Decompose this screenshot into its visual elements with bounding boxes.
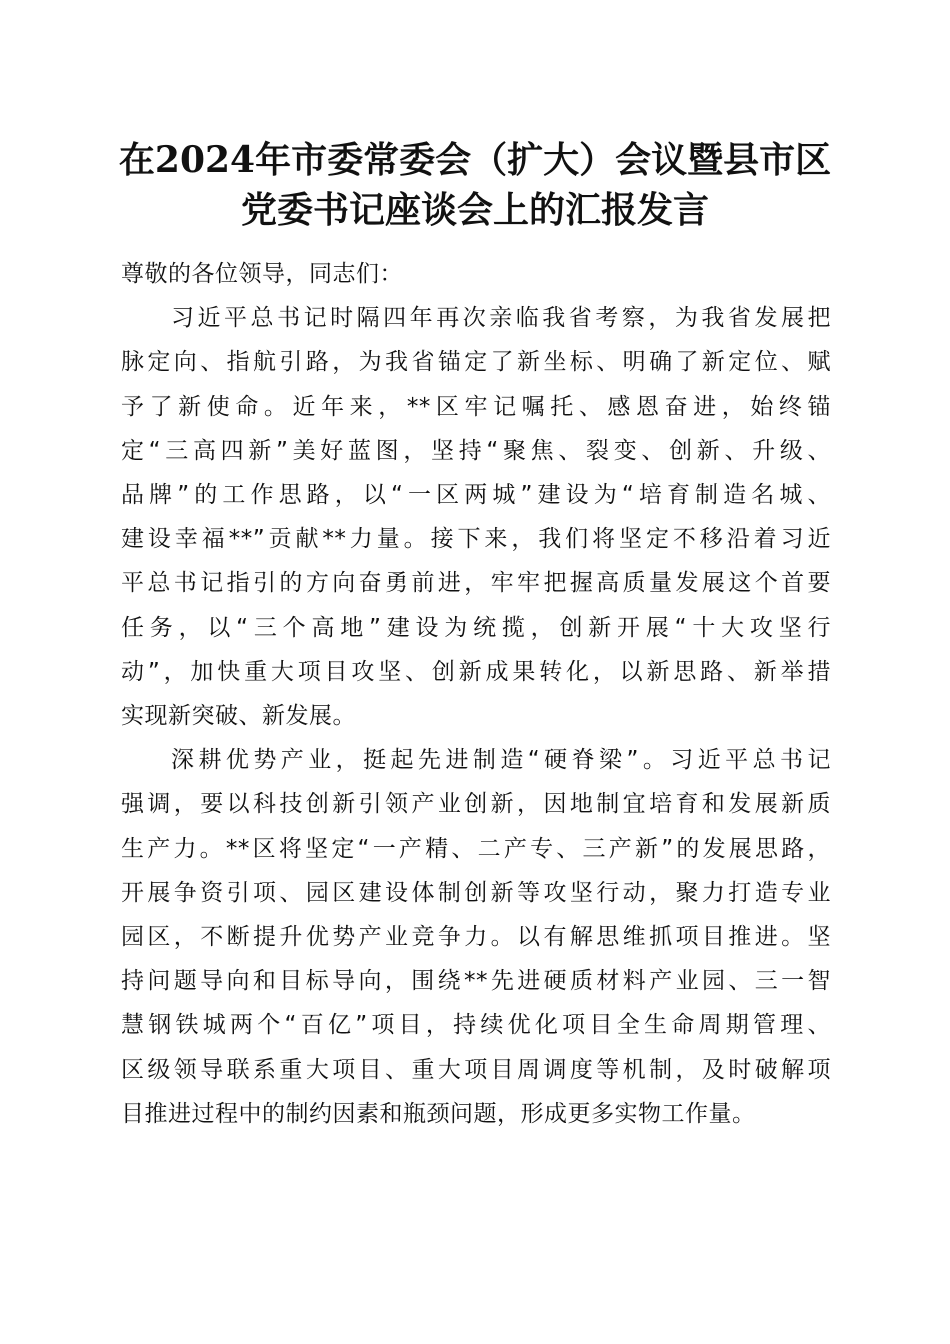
paragraph-line: 深耕优势产业，挺起先进制造“硬脊梁”。习近平总书记 bbox=[171, 747, 831, 774]
paragraph-line: 品牌”的工作思路，以“一区两城”建设为“培育制造名城、 bbox=[121, 482, 831, 509]
document-body bbox=[121, 252, 831, 1136]
paragraph-line: 定“三高四新”美好蓝图，坚持“聚焦、裂变、创新、升级、 bbox=[121, 437, 831, 464]
paragraph-line: 目推进过程中的制约因素和瓶颈问题，形成更多实物工作量。 bbox=[121, 1100, 756, 1127]
title-line-2: 党委书记座谈会上的汇报发言 bbox=[240, 189, 709, 231]
paragraph-line: 脉定向、指航引路，为我省锚定了新坐标、明确了新定位、赋 bbox=[121, 349, 831, 376]
title-line-1: 在2024年市委常委会（扩大）会议暨县市区 bbox=[118, 139, 832, 181]
paragraph-line: 平总书记指引的方向奋勇前进，牢牢把握高质量发展这个首要 bbox=[121, 570, 831, 597]
paragraph-line: 任务，以“三个高地”建设为统揽，创新开展“十大攻坚行 bbox=[121, 614, 831, 641]
paragraph-line: 强调，要以科技创新引领产业创新，因地制宜培育和发展新质 bbox=[121, 791, 831, 818]
paragraph-line: 予了新使命。近年来，**区牢记嘱托、感恩奋进，始终锚 bbox=[121, 393, 831, 420]
paragraph-line: 区级领导联系重大项目、重大项目周调度等机制，及时破解项 bbox=[121, 1056, 831, 1083]
salutation: 尊敬的各位领导，同志们： bbox=[121, 261, 403, 287]
document-title bbox=[90, 135, 860, 235]
paragraph-1 bbox=[121, 296, 831, 738]
paragraph-line: 生产力。**区将坚定“一产精、二产专、三产新”的发展思路， bbox=[121, 835, 831, 862]
paragraph-line: 习近平总书记时隔四年再次亲临我省考察，为我省发展把 bbox=[171, 305, 831, 332]
paragraph-line: 动”，加快重大项目攻坚、创新成果转化，以新思路、新举措 bbox=[121, 658, 831, 685]
paragraph-line: 园区，不断提升优势产业竞争力。以有解思维抓项目推进。坚 bbox=[121, 924, 831, 951]
paragraph-line: 开展争资引项、园区建设体制创新等攻坚行动，聚力打造专业 bbox=[121, 879, 831, 906]
paragraph-line: 持问题导向和目标导向，围绕**先进硬质材料产业园、三一智 bbox=[121, 968, 831, 995]
paragraph-line: 建设幸福**”贡献**力量。接下来，我们将坚定不移沿着习近 bbox=[121, 526, 831, 553]
paragraph-2 bbox=[121, 738, 831, 1136]
paragraph-line: 慧钢铁城两个“百亿”项目，持续优化项目全生命周期管理、 bbox=[121, 1012, 831, 1039]
paragraph-line: 实现新突破、新发展。 bbox=[121, 703, 356, 730]
